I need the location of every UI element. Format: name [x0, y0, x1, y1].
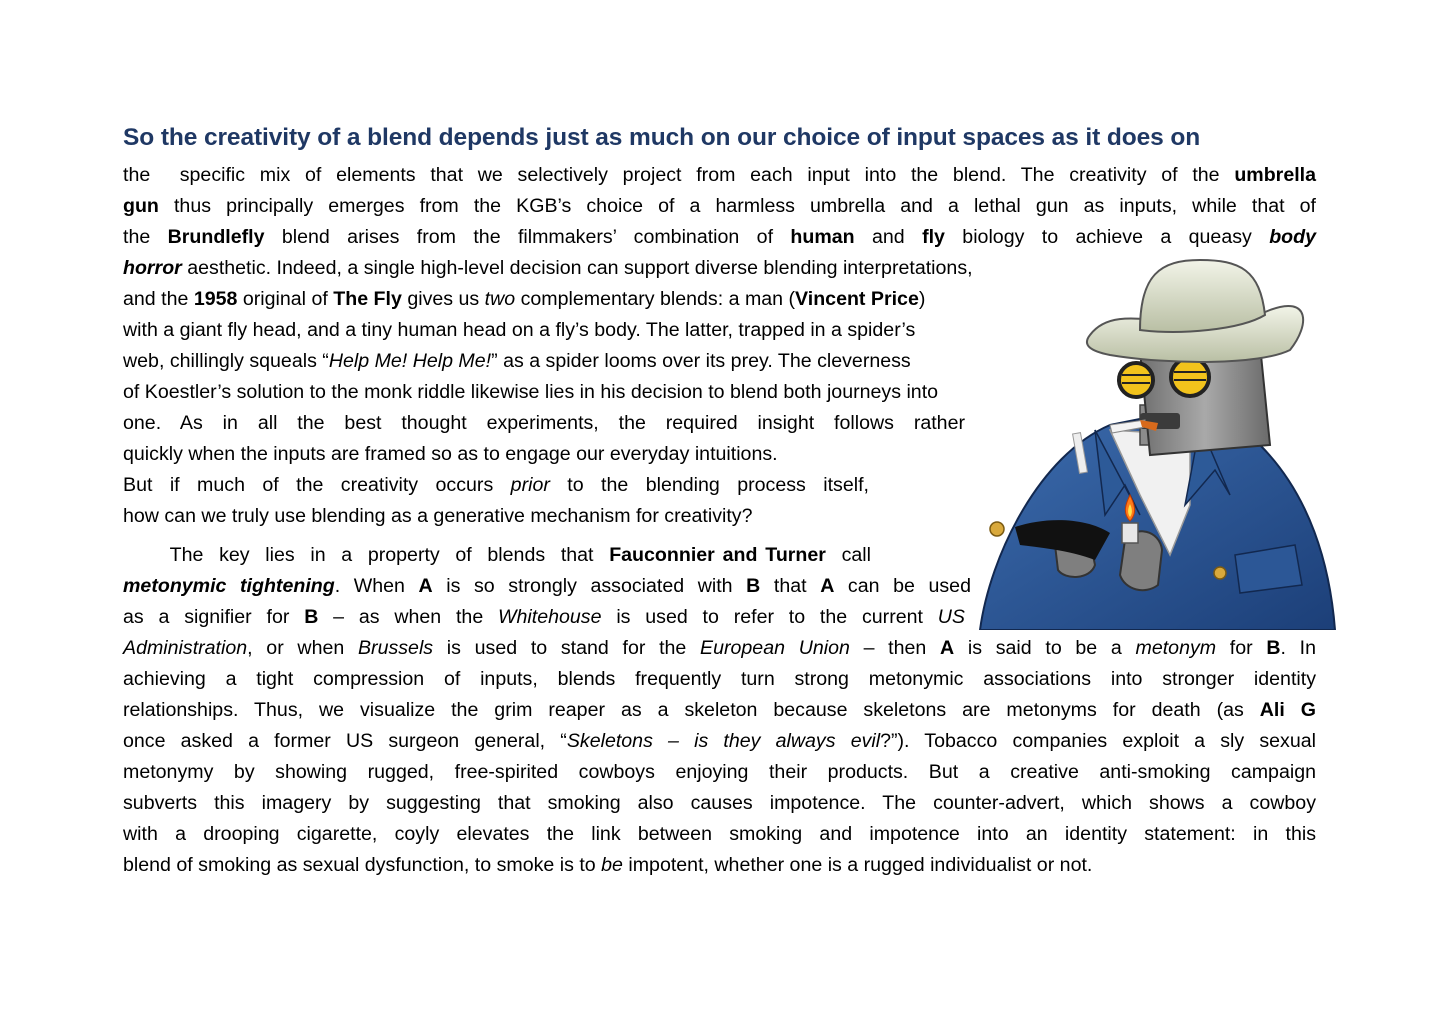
text-span: original of	[237, 288, 334, 310]
text-span: human	[790, 226, 855, 248]
text-span: call	[825, 544, 871, 566]
jacket-button-icon	[990, 522, 1004, 536]
text-span: be	[601, 854, 623, 876]
text-span: . In	[1280, 637, 1316, 659]
text-span: B	[1266, 637, 1281, 659]
text-span: European Union	[700, 637, 850, 659]
text-span: how can we truly use blending as a generative mechanism for creativity?	[123, 505, 753, 527]
text-span: . When	[334, 575, 419, 597]
text-span: ?”). Tobacco companies exploit a sly sexual	[880, 730, 1316, 752]
text-span: US	[937, 606, 965, 628]
text-line	[123, 191, 1316, 221]
text-span: umbrella	[1234, 164, 1316, 186]
text-span: horror	[123, 257, 182, 279]
text-span: 1958	[193, 288, 238, 310]
text-line	[123, 633, 1316, 663]
text-span: aesthetic. Indeed, a single high-level decision can support diverse blending interpretations,	[181, 257, 973, 279]
text-span: gives us	[401, 288, 485, 310]
text-span: with a drooping cigarette, coyly elevates the link between smoking and impotence into an identity statement: in this	[123, 823, 1316, 845]
text-line	[123, 788, 1316, 818]
text-span: gun	[123, 195, 159, 217]
text-span: A	[940, 637, 955, 659]
text-span: Whitehouse	[498, 606, 602, 628]
text-span: )	[918, 288, 926, 310]
text-span: and	[854, 226, 923, 248]
text-line	[123, 439, 893, 469]
text-span: Brussels	[357, 637, 434, 659]
lighter-icon	[1122, 523, 1138, 543]
text-span: that	[760, 575, 821, 597]
text-span: Vincent Price	[795, 288, 919, 310]
text-span: metonymy by showing rugged, free-spirited cowboys enjoying their products. But a creative anti-smoking campaign	[123, 761, 1316, 783]
cowboy-hat-crown	[1140, 260, 1265, 332]
text-span: two	[484, 288, 516, 310]
text-span: blend arises from the filmmakers’ combination of	[264, 226, 791, 248]
text-span: thus principally emerges from the KGB’s choice of a harmless umbrella and a lethal gun as inputs, while that of	[158, 195, 1316, 217]
text-span: Skeletons – is they always evil	[566, 730, 881, 752]
text-span: Administration	[123, 637, 248, 659]
text-line	[123, 470, 869, 500]
text-span: ” as a spider looms over its prey. The cleverness	[491, 350, 911, 372]
text-span: The key lies in a property of blends that	[123, 544, 610, 566]
text-span: is so strongly associated with	[432, 575, 747, 597]
jacket-button-icon	[1214, 567, 1226, 579]
text-span: A	[820, 575, 835, 597]
text-span: fly	[922, 226, 945, 248]
text-span: – then	[849, 637, 941, 659]
text-span: metonym	[1135, 637, 1217, 659]
text-span: achieving a tight compression of inputs, blends frequently turn strong metonymic associations into stronger identity	[123, 668, 1316, 690]
text-span: web, chillingly squeals “	[123, 350, 329, 372]
text-span: body	[1269, 226, 1316, 248]
text-span: one. As in all the best thought experiments, the required insight follows rather	[123, 412, 965, 434]
text-line	[123, 408, 965, 438]
text-span: once asked a former US surgeon general, “	[123, 730, 567, 752]
text-span: and the	[123, 288, 194, 310]
text-line	[123, 664, 1316, 694]
text-span: quickly when the inputs are framed so as to engage our everyday intuitions.	[123, 443, 778, 465]
text-span: A	[418, 575, 433, 597]
text-span: Fauconnier and Turner	[609, 544, 826, 566]
text-span: with a giant fly head, and a tiny human head on a fly’s body. The latter, trapped in a spider’s	[123, 319, 916, 341]
text-span: for	[1216, 637, 1267, 659]
text-span: biology to achieve a queasy	[944, 226, 1270, 248]
text-span: of Koestler’s solution to the monk riddle likewise lies in his decision to blend both journeys into	[123, 381, 939, 403]
text-line	[123, 501, 858, 531]
text-span: , or when	[247, 637, 358, 659]
text-span: is used to stand for the	[433, 637, 701, 659]
text-span: impotent, whether one is a rugged individualist or not.	[622, 854, 1093, 876]
text-span: as a signifier for	[123, 606, 305, 628]
text-span: can be used	[834, 575, 971, 597]
text-line	[123, 540, 871, 570]
text-line	[123, 757, 1316, 787]
text-span: complementary blends: a man (	[515, 288, 796, 310]
text-span: blend of smoking as sexual dysfunction, to smoke is to	[123, 854, 602, 876]
text-span: metonymic tightening	[123, 575, 335, 597]
text-span: is used to refer to the current	[601, 606, 938, 628]
text-line	[123, 819, 1316, 849]
text-span: But if much of the creativity occurs	[123, 474, 511, 496]
text-span: Help Me! Help Me!	[328, 350, 492, 372]
text-span: the	[123, 226, 168, 248]
text-span: The Fly	[333, 288, 402, 310]
section-heading: So the creativity of a blend depends just as much on our choice of input spaces as it does on	[123, 124, 1201, 151]
text-span: B	[746, 575, 761, 597]
text-span: B	[304, 606, 319, 628]
text-line	[123, 726, 1316, 756]
text-span: – as when the	[318, 606, 499, 628]
text-line	[123, 850, 1092, 880]
text-span: the specific mix of elements that we selectively project from each input into the blend. The creativity of the	[123, 164, 1235, 186]
text-span: subverts this imagery by suggesting that smoking also causes impotence. The counter-advert, which shows a cowboy	[123, 792, 1316, 814]
text-line	[123, 160, 1316, 190]
text-line	[123, 222, 1316, 252]
robot-cowboy-illustration	[840, 255, 1340, 630]
text-line	[123, 602, 965, 632]
text-span: Ali G	[1259, 699, 1316, 721]
text-line	[123, 695, 1316, 725]
robot-eye-left	[1119, 363, 1153, 397]
text-span: is said to be a	[954, 637, 1136, 659]
text-span: relationships. Thus, we visualize the grim reaper as a skeleton because skeletons are metonyms for death (as	[123, 699, 1260, 721]
robot-eye-right	[1171, 358, 1209, 396]
text-span: Brundlefly	[167, 226, 265, 248]
text-span: prior	[510, 474, 550, 496]
text-span: to the blending process itself,	[549, 474, 869, 496]
